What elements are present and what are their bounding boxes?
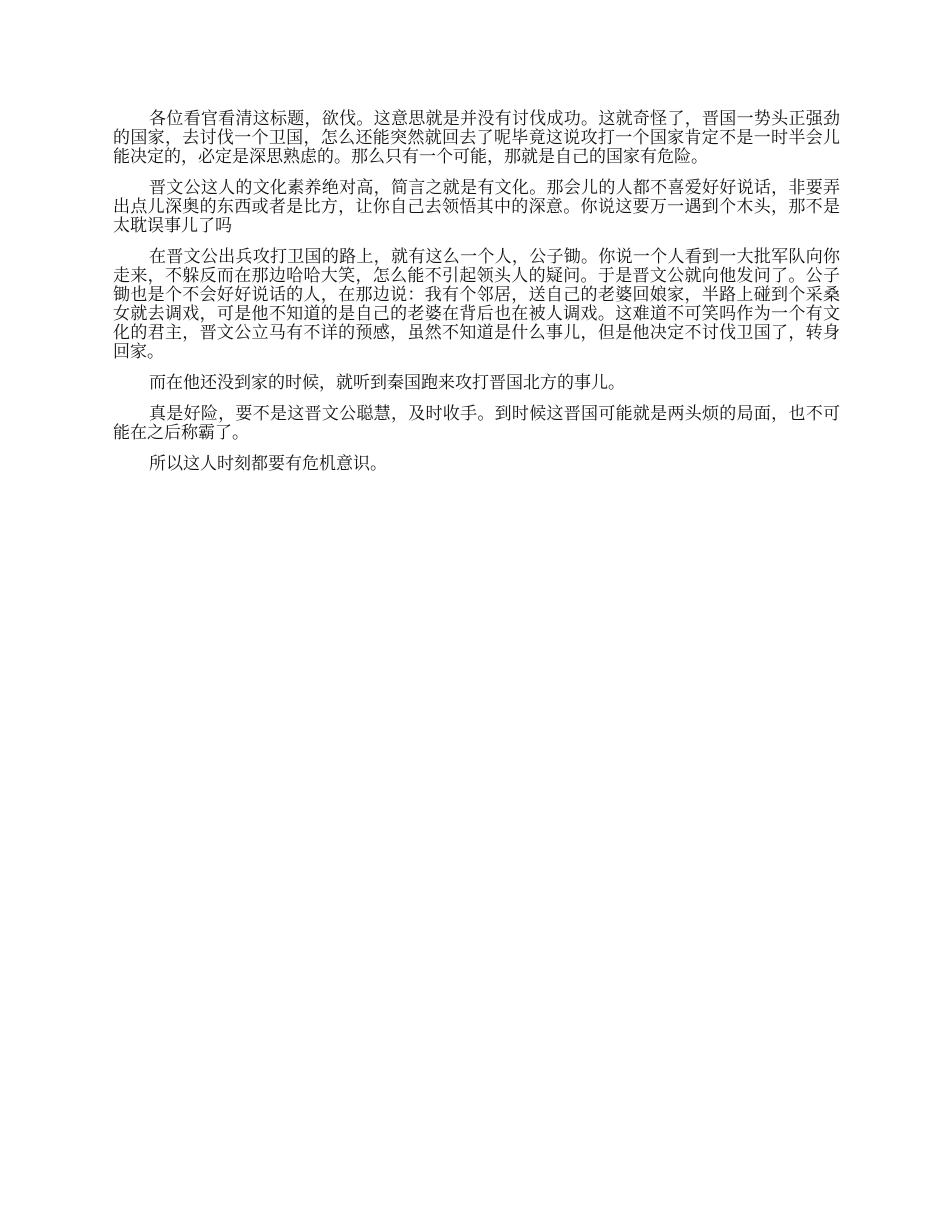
paragraph-5: 真是好险，要不是这晋文公聪慧，及时收手。到时候这晋国可能就是两头烦的局面，也不可能在之后称霸了。 (113, 404, 840, 443)
paragraph-2: 晋文公这人的文化素养绝对高，简言之就是有文化。那会儿的人都不喜爱好好说话，非要弄出点儿深奥的东西或者是比方，让你自己去领悟其中的深意。你说这要万一遇到个木头，那不是太耽误事儿了吗 (113, 178, 840, 236)
document-page (113, 110, 840, 486)
paragraph-1: 各位看官看清这标题，欲伐。这意思就是并没有讨伐成功。这就奇怪了，晋国一势头正强劲的国家，去讨伐一个卫国，怎么还能突然就回去了呢毕竟这说攻打一个国家肯定不是一时半会儿能决定的，必定是深思熟虑的。那么只有一个可能，那就是自己的国家有危险。 (113, 109, 840, 167)
paragraph-3: 在晋文公出兵攻打卫国的路上，就有这么一个人，公子锄。你说一个人看到一大批军队向你走来，不躲反而在那边哈哈大笑，怎么能不引起领头人的疑问。于是晋文公就向他发问了。公子锄也是个不会好好说话的人，在那边说：我有个邻居，送自己的老婆回娘家，半路上碰到个采桑女就去调戏，可是他不知道的是自己的老婆在背后也在被人调戏。这难道不可笑吗作为一个有文化的君主，晋文公立马有不详的预感，虽然不知道是什么事儿，但是他决定不讨伐卫国了，转身回家。 (113, 247, 840, 362)
paragraph-6: 所以这人时刻都要有危机意识。 (149, 454, 387, 474)
paragraph-4: 而在他还没到家的时候，就听到秦国跑来攻打晋国北方的事儿。 (149, 373, 625, 393)
